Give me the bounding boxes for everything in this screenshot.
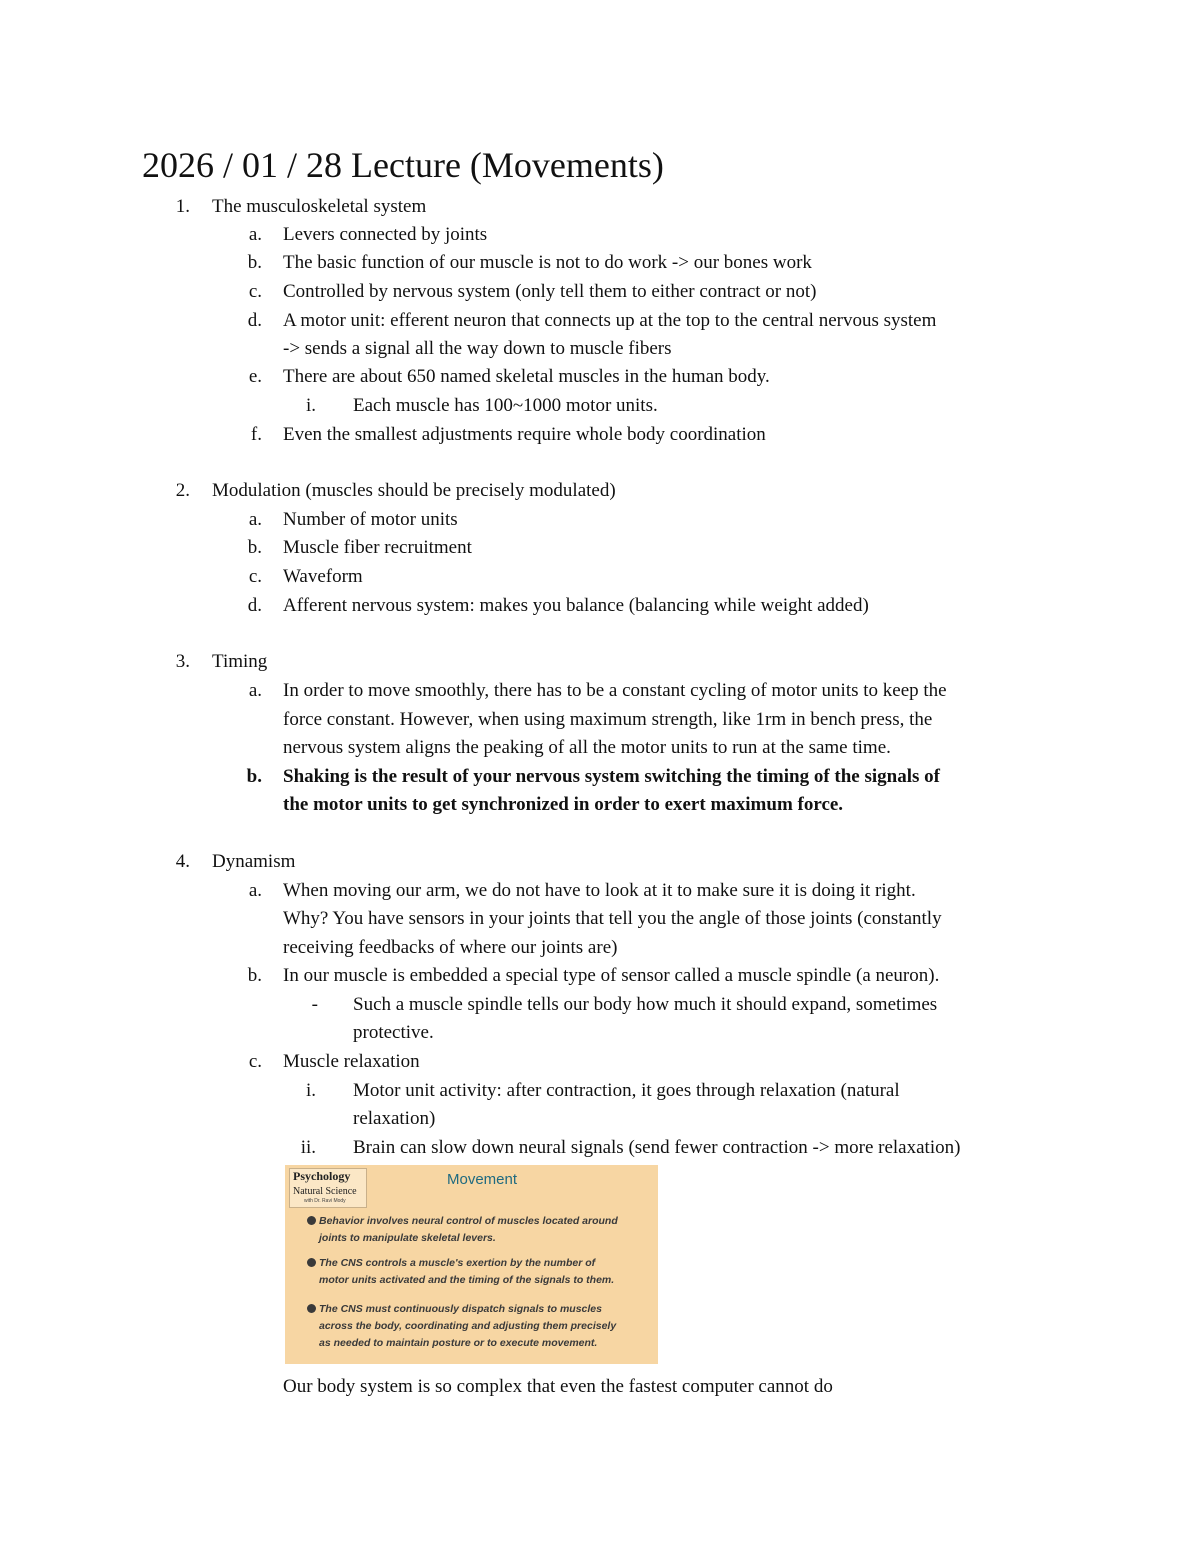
slide-bullet-continuation	[307, 1335, 652, 1352]
list-item-continuation: protective.	[353, 1022, 434, 1043]
logo-line-3: with Dr. Ravi Mody	[304, 1198, 346, 1204]
list-item: Brain can slow down neural signals (send fewer contraction -> more relaxation)	[353, 1137, 961, 1158]
list-marker: a.	[248, 509, 262, 530]
list-marker: b.	[247, 965, 262, 986]
list-item-continuation: nervous system aligns the peaking of all the motor units to run at the same time.	[283, 737, 891, 758]
list-item: The basic function of our muscle is not to do work -> our bones work	[283, 252, 812, 273]
list-marker: ii.	[300, 1137, 316, 1158]
list-marker: i.	[305, 395, 316, 416]
list-item-continuation: receiving feedbacks of where our joints are)	[283, 937, 618, 958]
slide-bullet-text: Behavior involves neural control of muscles located around	[319, 1215, 618, 1227]
slide-bullet-text: The CNS must continuously dispatch signals to muscles	[319, 1303, 602, 1315]
list-item-bold: Shaking is the result of your nervous system switching the timing of the signals of	[283, 766, 940, 787]
list-item: Waveform	[283, 566, 363, 587]
section-heading: Timing	[212, 651, 268, 672]
slide-bullet-text: across the body, coordinating and adjusting them precisely	[319, 1320, 617, 1332]
list-marker: 4.	[175, 851, 190, 872]
list-marker: b.	[247, 252, 262, 273]
list-marker: 1.	[175, 196, 190, 217]
list-marker: c.	[248, 566, 262, 587]
list-item: Afferent nervous system: makes you balance (balancing while weight added)	[283, 595, 869, 616]
list-marker: e.	[248, 366, 262, 387]
list-marker: a.	[248, 880, 262, 901]
list-marker: c.	[248, 1051, 262, 1072]
list-marker: b.	[246, 766, 262, 787]
slide-image	[285, 1165, 658, 1364]
slide-bullet-text: The CNS controls a muscle's exertion by the number of	[319, 1257, 596, 1269]
list-item: Number of motor units	[283, 509, 458, 530]
list-item: Such a muscle spindle tells our body how much it should expand, sometimes	[353, 994, 938, 1015]
list-item: Even the smallest adjustments require whole body coordination	[283, 424, 766, 445]
slide-bullet-text: joints to manipulate skeletal levers.	[319, 1232, 496, 1244]
list-item-continuation: force constant. However, when using maximum strength, like 1rm in bench press, the	[283, 709, 933, 730]
list-item: Each muscle has 100~1000 motor units.	[353, 395, 658, 416]
list-item: Levers connected by joints	[283, 224, 488, 245]
slide-title: Movement	[447, 1171, 518, 1188]
list-item: There are about 650 named skeletal muscles in the human body.	[283, 366, 770, 387]
list-marker: 2.	[175, 480, 190, 501]
list-item: Controlled by nervous system (only tell them to either contract or not)	[283, 281, 817, 302]
section-heading: Dynamism	[212, 851, 296, 872]
list-marker: -	[311, 994, 318, 1015]
list-marker: d.	[247, 310, 262, 331]
bullet-dot-icon	[307, 1304, 316, 1313]
slide-bullet	[307, 1301, 652, 1318]
slide-bullet-continuation	[307, 1272, 652, 1289]
logo-line-2: Natural Science	[293, 1186, 357, 1197]
page-title: 2026 / 01 / 28 Lecture (Movements)	[142, 145, 664, 185]
list-marker: f.	[250, 424, 262, 445]
list-item-continuation: the motor units to get synchronized in order to exert maximum force.	[283, 794, 844, 815]
slide-bullet-continuation	[307, 1318, 652, 1335]
list-marker: 3.	[175, 651, 190, 672]
bullet-dot-icon	[307, 1216, 316, 1225]
closing-note: Our body system is so complex that even the fastest computer cannot do	[283, 1376, 833, 1397]
list-marker: i.	[305, 1080, 316, 1101]
list-item-continuation: relaxation)	[353, 1108, 436, 1129]
slide-bullet-text: motor units activated and the timing of the signals to them.	[319, 1274, 615, 1286]
section-heading: Modulation (muscles should be precisely modulated)	[212, 480, 616, 501]
list-item: In order to move smoothly, there has to be a constant cycling of motor units to keep the	[283, 680, 947, 701]
list-item: In our muscle is embedded a special type of sensor called a muscle spindle (a neuron).	[283, 965, 940, 986]
course-logo	[289, 1168, 367, 1208]
list-marker: c.	[248, 281, 262, 302]
slide-bullet-text: as needed to maintain posture or to execute movement.	[319, 1337, 598, 1349]
list-item: Muscle relaxation	[283, 1051, 420, 1072]
slide-bullet	[307, 1255, 652, 1272]
logo-line-1: Psychology	[293, 1169, 351, 1183]
list-item: Motor unit activity: after contraction, it goes through relaxation (natural	[353, 1080, 900, 1101]
slide-bullet-continuation	[307, 1230, 652, 1247]
section-heading: The musculoskeletal system	[212, 196, 427, 217]
list-marker: a.	[248, 224, 262, 245]
list-item-continuation: Why? You have sensors in your joints that tell you the angle of those joints (constantly	[283, 908, 942, 929]
list-item-continuation: -> sends a signal all the way down to muscle fibers	[283, 338, 672, 359]
list-item: When moving our arm, we do not have to look at it to make sure it is doing it right.	[283, 880, 916, 901]
bullet-dot-icon	[307, 1258, 316, 1267]
list-marker: b.	[247, 537, 262, 558]
list-item: A motor unit: efferent neuron that connects up at the top to the central nervous system	[283, 310, 937, 331]
list-marker: d.	[247, 595, 262, 616]
slide-bullet	[307, 1213, 652, 1230]
list-marker: a.	[248, 680, 262, 701]
list-item: Muscle fiber recruitment	[283, 537, 472, 558]
